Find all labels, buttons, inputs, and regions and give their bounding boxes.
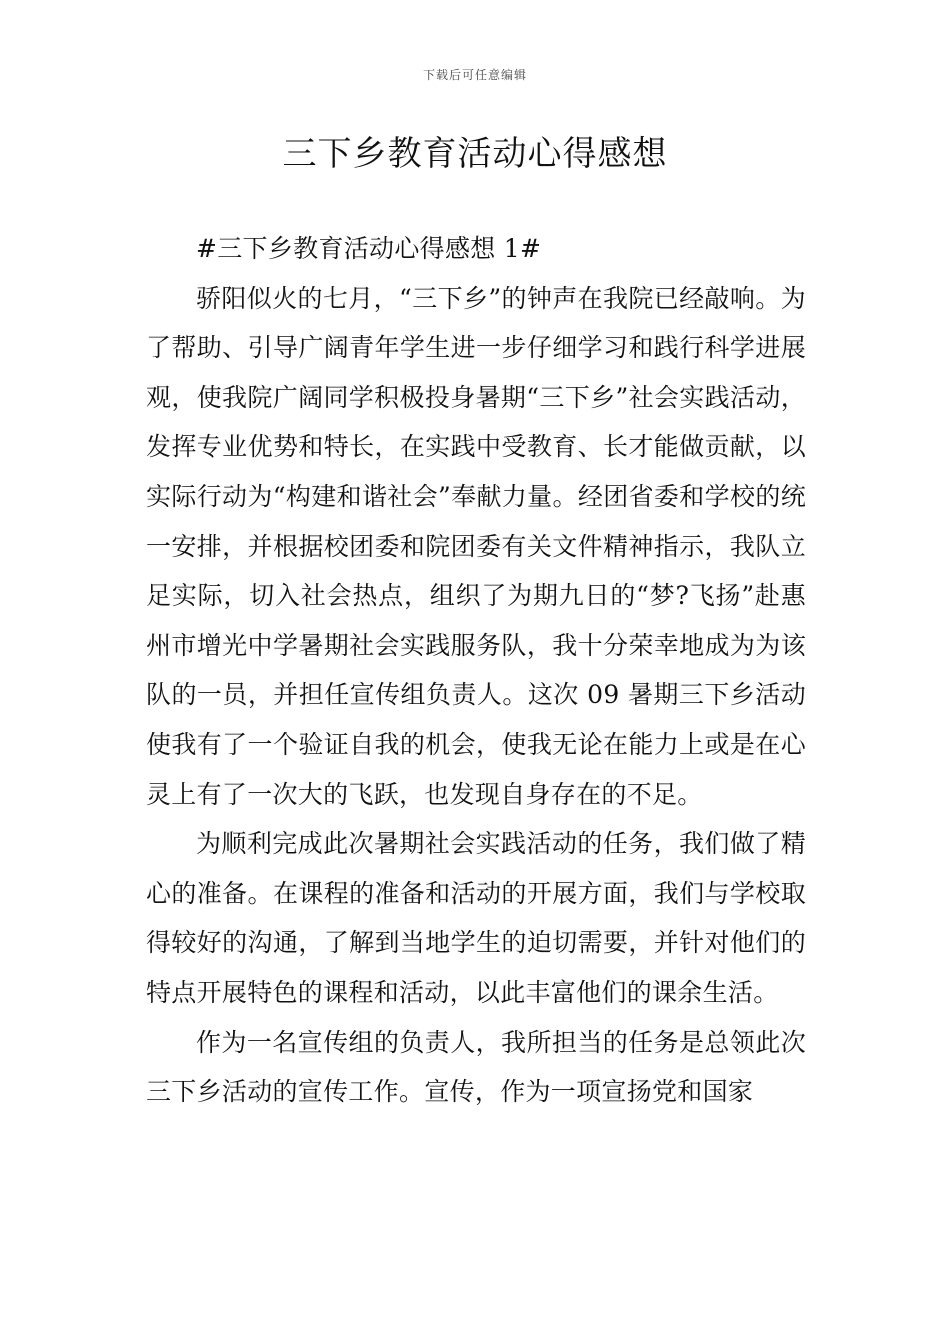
section-heading: #三下乡教育活动心得感想 1# bbox=[196, 234, 542, 263]
paragraph-3: 作为一名宣传组的负责人，我所担当的任务是总领此次三下乡活动的宣传工作。宣传，作为一项宣扬党和国家 bbox=[146, 1027, 806, 1107]
header-note: 下载后可任意编辑 bbox=[422, 68, 527, 82]
paragraph-2: 为顺利完成此次暑期社会实践活动的任务，我们做了精心的准备。在课程的准备和活动的开展方面，我们与学校取得较好的沟通，了解到当地学生的迫切需要，并针对他们的特点开展特色的课程和活动，以此丰富他们的课余生活。 bbox=[146, 829, 806, 1007]
document-body bbox=[146, 224, 806, 1117]
paragraph-1: 骄阳似火的七月，“三下乡”的钟声在我院已经敲响。为了帮助、引导广阔青年学生进一步仔细学习和践行科学进展观，使我院广阔同学积极投身暑期“三下乡”社会实践活动，发挥专业优势和特长，在实践中受教育、长才能做贡献，以实际行动为“构建和谐社会”奉献力量。经团省委和学校的统一安排，并根据校团委和院团委有关文件精神指示，我队立足实际，切入社会热点，组织了为期九日的“梦?飞扬”赴惠州市增光中学暑期社会实践服务队，我十分荣幸地成为为该队的一员，并担任宣传组负责人。这次 09 暑期三下乡活动使我有了一个验证自我的机会，使我无论在能力上或是在心灵上有了一次大的飞跃，也发现自身存在的不足。 bbox=[146, 283, 806, 809]
document-title: 三下乡教育活动心得感想 bbox=[282, 134, 668, 174]
